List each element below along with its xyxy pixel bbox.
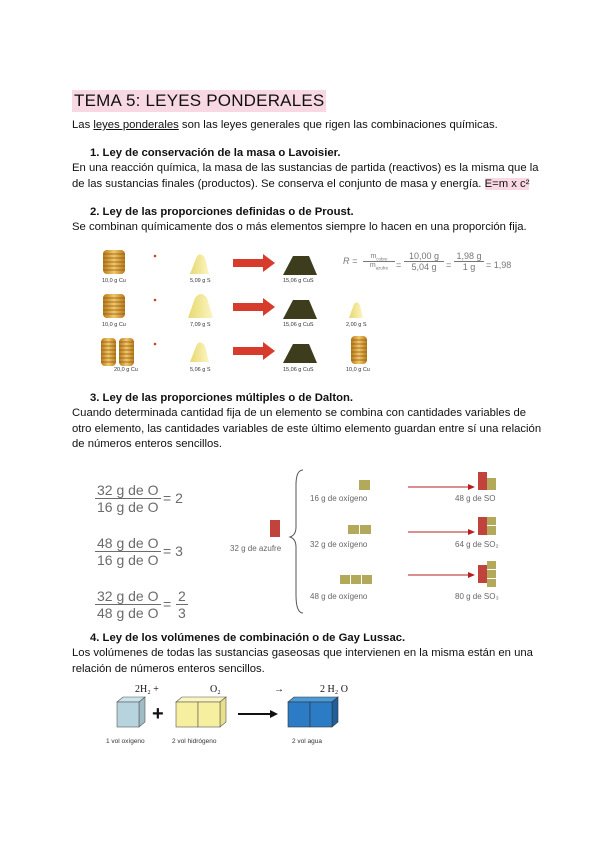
sulfur-pile	[188, 294, 213, 318]
ratio-r: R =	[343, 256, 358, 266]
fraction-result: = 2	[163, 490, 183, 506]
fraction-result	[176, 588, 188, 621]
cu-label: 10,0 g Cu	[102, 322, 126, 328]
law3-body: Cuando determinada cantidad fija de un elemento se combina con cantidades variables de otro elemento, las cantidades variables de este último elemento guardan entre sí una relación de números enteros sencillos.	[72, 407, 542, 450]
law4-body: Los volúmenes de todas las sustancias gaseosas que intervienen en la misma están en una relación de números enteros sencillos.	[72, 647, 533, 675]
oxygen-block	[348, 525, 359, 534]
law1-body	[72, 161, 542, 192]
oxygen-block	[487, 478, 496, 490]
oxygen-volume-label: 1 vol oxígeno	[106, 738, 145, 745]
oxygen-block	[487, 517, 496, 525]
oxygen-block	[487, 570, 496, 578]
ratio-num2: 1,98 g	[454, 251, 484, 262]
law1-text: En una reacción química, la masa de las sustancias de partida (reactivos) es la misma que la de las sustancias finales (productos). Se conserva el conjunto de masa y energía.	[72, 162, 539, 190]
oxygen-label: 48 g de oxígeno	[310, 592, 368, 601]
ratio-den1: 5,04 g	[411, 262, 437, 272]
ratio-fraction-2	[454, 251, 484, 272]
oxygen-label: 16 g de oxígeno	[310, 494, 368, 503]
copper-coil	[103, 250, 125, 274]
product-label: 80 g de SO₃	[455, 592, 499, 601]
oxygen-block	[362, 575, 372, 584]
oxygen-cube	[117, 697, 145, 727]
oxygen-label: 32 g de oxígeno	[310, 540, 368, 549]
law1-formula: E=m x c²	[484, 177, 530, 190]
law1-heading: 1. Ley de conservación de la masa o Lavoisier.	[90, 147, 341, 159]
reaction-arrow	[233, 342, 275, 360]
result-numerator: 2	[178, 588, 186, 604]
equation-reactant-2: O₂	[210, 684, 221, 695]
sulfur-block	[270, 520, 280, 537]
intro-pre: Las	[72, 119, 94, 131]
cu-label: 20,0 g Cu	[114, 367, 138, 373]
page-title: TEMA 5: LEYES PONDERALES	[74, 91, 325, 110]
equation-reactant-1: 2H₂ +	[135, 684, 159, 695]
cu-label: 10,0 g Cu	[102, 278, 126, 284]
cus-pile	[283, 344, 317, 363]
sulfur-block	[478, 517, 487, 535]
oxygen-block	[360, 525, 371, 534]
sulfur-pile	[190, 254, 209, 274]
ratio-m2: m	[369, 262, 376, 270]
reaction-arrow	[233, 298, 275, 316]
ratio-m1-sub: cobre	[376, 256, 388, 262]
oxygen-block	[487, 561, 496, 569]
oxygen-block	[351, 575, 361, 584]
cus-pile	[283, 256, 317, 275]
sulfur-pile	[349, 302, 363, 318]
fraction-numerator: 48 g de O	[97, 535, 159, 551]
law4-heading: 4. Ley de los volúmenes de combinación o de Gay Lussac.	[90, 632, 406, 644]
plus-sign: +	[152, 703, 164, 725]
ratio-m2-sub: azufre	[375, 265, 389, 271]
extra-label: 2,00 g S	[346, 322, 367, 328]
cus-label: 15,06 g CuS	[283, 367, 314, 373]
oxygen-block	[487, 526, 496, 535]
sulfur-label: 32 g de azufre	[230, 544, 282, 553]
fraction-result: = 3	[163, 543, 183, 559]
sulfur-block	[478, 472, 487, 490]
equation-arrow: →	[274, 684, 284, 695]
oxygen-block	[359, 480, 370, 490]
fraction-numerator: 32 g de O	[97, 588, 159, 604]
ratio-num1: 10,00 g	[404, 251, 444, 262]
hydrogen-volume-label: 2 vol hidrógeno	[172, 738, 217, 745]
law2-heading: 2. Ley de las proporciones definidas o de Proust.	[90, 206, 354, 218]
copper-coil	[101, 338, 134, 366]
ratio-m1: m	[370, 253, 377, 260]
ratio-fraction-1	[404, 251, 444, 272]
dalton-fraction-3	[95, 588, 161, 621]
reaction-arrow	[233, 254, 275, 272]
brace	[290, 470, 303, 613]
copper-coil	[351, 336, 367, 364]
water-volume-label: 2 vol agua	[292, 738, 322, 745]
cus-label: 15,06 g CuS	[283, 278, 314, 284]
ratio-mass-fraction	[363, 253, 395, 271]
ratio-den2: 1 g	[462, 262, 476, 272]
oxygen-block	[487, 579, 496, 587]
law2-body: Se combinan químicamente dos o más elementos siempre lo hacen en una proporción fija.	[72, 221, 527, 233]
result-denominator: 3	[178, 605, 186, 621]
gay-lussac-illustration	[110, 696, 370, 741]
fraction-numerator: 32 g de O	[97, 482, 159, 498]
s-label: 7,09 g S	[190, 322, 211, 328]
intro-link[interactable]: leyes ponderales	[93, 119, 179, 131]
equation-product: 2 H₂ O	[320, 684, 348, 695]
law3-heading: 3. Ley de las proporciones múltiples o de Dalton.	[90, 392, 354, 404]
fraction-denominator: 48 g de O	[97, 605, 159, 621]
hydrogen-cubes	[176, 697, 226, 727]
dalton-fraction-2	[95, 535, 161, 568]
s-label: 5,06 g S	[190, 367, 211, 373]
cus-label: 15,06 g CuS	[283, 322, 314, 328]
intro-paragraph	[72, 118, 542, 134]
ratio-result: = 1,98	[486, 260, 512, 270]
product-label: 48 g de SO	[455, 494, 496, 503]
intro-post: son las leyes generales que rigen las combinaciones químicas.	[178, 119, 498, 131]
s-label: 5,09 g S	[190, 278, 211, 284]
water-cubes	[288, 697, 338, 727]
oxygen-block	[340, 575, 350, 584]
extra-label: 10,0 g Cu	[346, 367, 370, 373]
cus-pile	[283, 300, 317, 319]
sulfur-block	[478, 565, 487, 583]
dalton-fraction-1	[95, 482, 161, 515]
fraction-denominator: 16 g de O	[97, 552, 159, 568]
sulfur-pile	[190, 342, 209, 362]
reaction-arrow	[238, 710, 278, 718]
fraction-denominator: 16 g de O	[97, 499, 159, 515]
copper-coil	[103, 294, 125, 318]
product-label: 64 g de SO₂	[455, 540, 499, 549]
